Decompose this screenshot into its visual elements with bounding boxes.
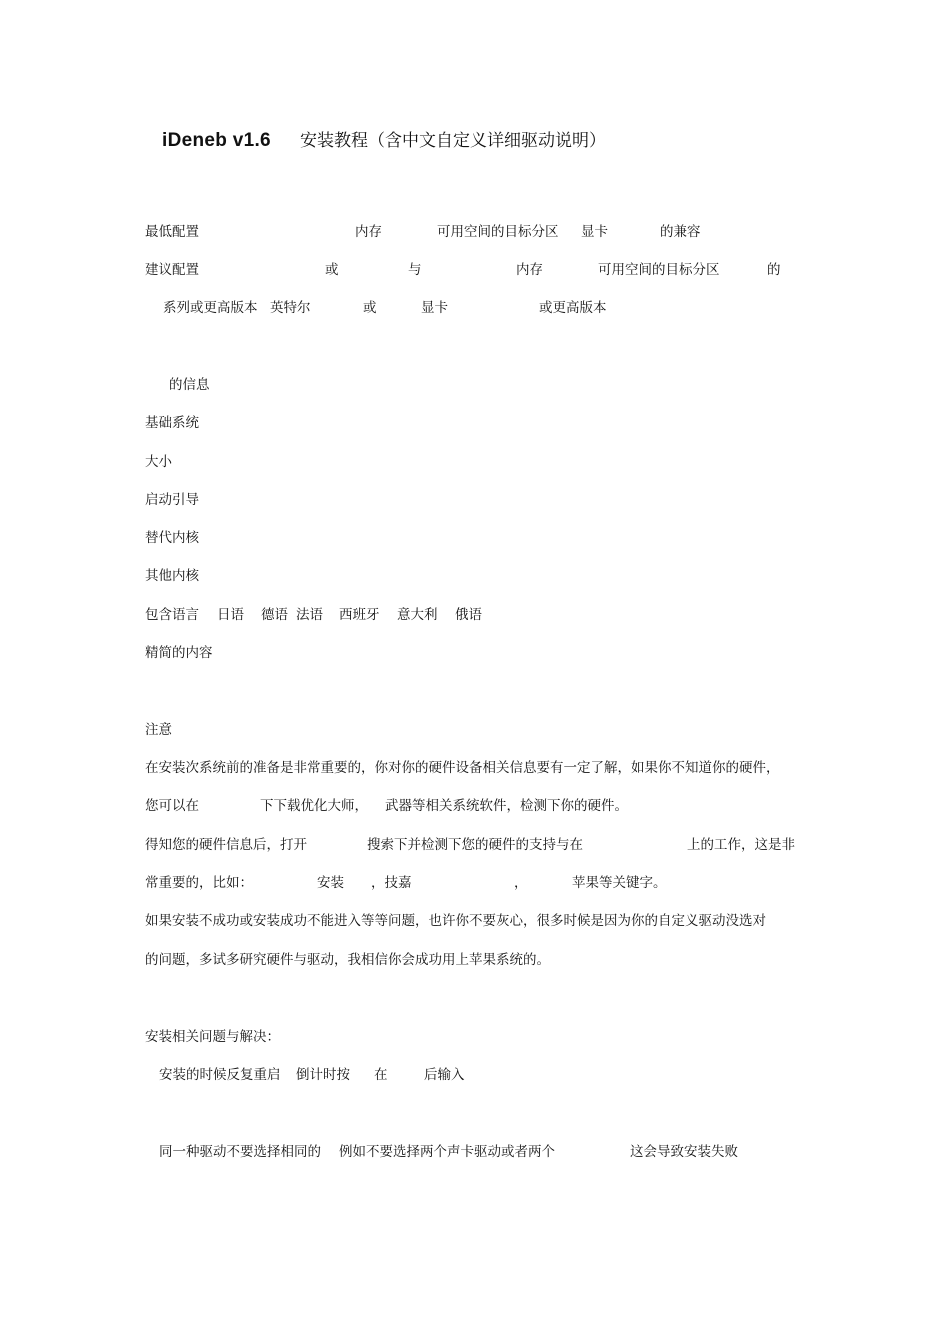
- info-base-system: 基础系统: [145, 415, 199, 431]
- info-languages-label: 包含语言: [145, 607, 199, 623]
- notice-para2-line1a: 得知您的硬件信息后，打开: [145, 837, 307, 853]
- rec-config-and: 与: [408, 262, 422, 278]
- notice-para2-line1c: 上的工作，这是非: [687, 837, 795, 853]
- rec-config-intel: 英特尔: [270, 300, 311, 316]
- lang-spanish: 西班牙: [339, 607, 380, 623]
- notice-para1-line2b: 下下载优化大师，: [260, 798, 368, 814]
- rec-config-of: 的: [767, 262, 781, 278]
- notice-para2-line2b: 安装: [317, 875, 344, 891]
- min-config-label: 最低配置: [145, 224, 199, 240]
- notice-para1-line2a: 您可以在: [145, 798, 199, 814]
- min-config-partition: 可用空间的目标分区: [437, 224, 559, 240]
- rec-config-gpu: 显卡: [421, 300, 448, 316]
- notice-heading: 注意: [145, 722, 172, 738]
- faq-q1a: 安装的时候反复重启: [159, 1067, 281, 1083]
- notice-para3-line2: 的问题，多试多研究硬件与驱动，我相信你会成功用上苹果系统的。: [145, 952, 550, 968]
- min-config-memory: 内存: [355, 224, 382, 240]
- rec-config-memory: 内存: [516, 262, 543, 278]
- rec-config-or: 或: [325, 262, 339, 278]
- notice-para2-line1b: 搜索下并检测下您的硬件的支持与在: [367, 837, 583, 853]
- notice-para2-line2d: ，: [514, 875, 528, 891]
- faq-q1d: 后输入: [424, 1067, 465, 1083]
- faq-heading: 安装相关问题与解决：: [145, 1029, 280, 1045]
- info-other-kernel: 其他内核: [145, 568, 199, 584]
- faq-q1c: 在: [374, 1067, 388, 1083]
- faq-q2a: 同一种驱动不要选择相同的: [159, 1144, 321, 1160]
- info-size: 大小: [145, 454, 172, 470]
- title-cjk: 安装教程（含中文自定义详细驱动说明）: [300, 131, 606, 151]
- info-alt-kernel: 替代内核: [145, 530, 199, 546]
- notice-para1-line2c: 武器等相关系统软件，检测下你的硬件。: [385, 798, 628, 814]
- min-config-gpu: 显卡: [581, 224, 608, 240]
- title-latin: iDeneb v1.6: [162, 130, 271, 151]
- info-boot: 启动引导: [145, 492, 199, 508]
- faq-q1b: 倒计时按: [296, 1067, 350, 1083]
- min-config-compat: 的兼容: [660, 224, 701, 240]
- notice-para1-line1: 在安装次系统前的准备是非常重要的，你对你的硬件设备相关信息要有一定了解，如果你不知道你的硬件，: [145, 760, 780, 776]
- rec-config-higher: 或更高版本: [539, 300, 607, 316]
- info-heading: 的信息: [169, 377, 210, 393]
- rec-config-partition: 可用空间的目标分区: [598, 262, 720, 278]
- info-lite-content: 精简的内容: [145, 645, 213, 661]
- notice-para3-line1: 如果安装不成功或安装成功不能进入等等问题，也许你不要灰心，很多时候是因为你的自定义驱动没选对: [145, 913, 766, 929]
- lang-italian: 意大利: [397, 607, 438, 623]
- lang-german: 德语: [261, 607, 288, 623]
- lang-japanese: 日语: [217, 607, 244, 623]
- lang-french: 法语: [296, 607, 323, 623]
- notice-para2-line2a: 常重要的，比如：: [145, 875, 253, 891]
- rec-config-series: 系列或更高版本: [163, 300, 258, 316]
- notice-para2-line2c: ，技嘉: [371, 875, 412, 891]
- rec-config-or-2: 或: [363, 300, 377, 316]
- rec-config-label: 建议配置: [145, 262, 199, 278]
- faq-q2b: 例如不要选择两个声卡驱动或者两个: [339, 1144, 555, 1160]
- lang-russian: 俄语: [455, 607, 482, 623]
- notice-para2-line2e: 苹果等关键字。: [572, 875, 667, 891]
- faq-q2c: 这会导致安装失败: [630, 1144, 738, 1160]
